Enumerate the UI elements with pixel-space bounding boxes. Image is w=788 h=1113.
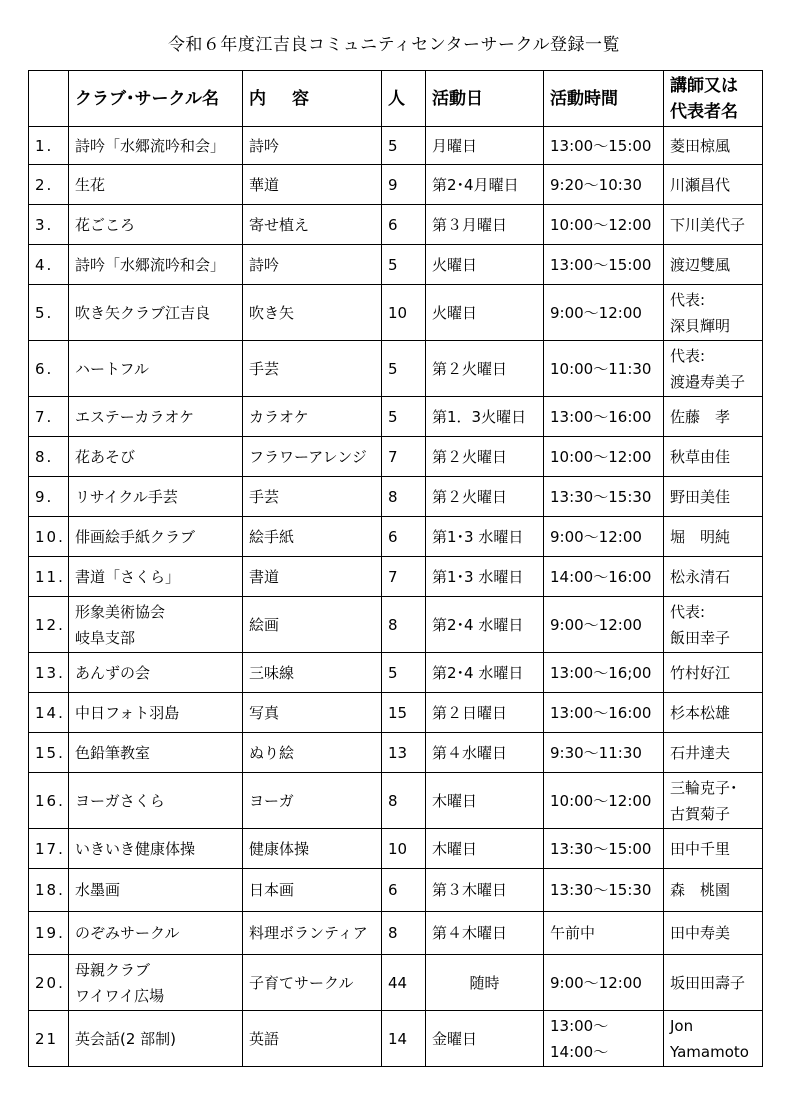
activity-day: 第1･3 水曜日 bbox=[426, 557, 544, 597]
member-count: 44 bbox=[382, 955, 426, 1011]
club-name-line: ワイワイ広場 bbox=[75, 986, 165, 1005]
activity-content: 手芸 bbox=[243, 477, 382, 517]
activity-time: 13:00～16:00 bbox=[544, 397, 664, 437]
table-row bbox=[29, 437, 763, 477]
activity-time: 10:00～12:00 bbox=[544, 437, 664, 477]
activity-day: 随時 bbox=[426, 955, 544, 1011]
activity-day: 金曜日 bbox=[426, 1011, 544, 1067]
activity-day: 火曜日 bbox=[426, 245, 544, 285]
member-count: 10 bbox=[382, 829, 426, 869]
activity-time: 9:00～12:00 bbox=[544, 597, 664, 653]
activity-day: 第４木曜日 bbox=[426, 912, 544, 955]
leader-name: 森 桃園 bbox=[664, 869, 763, 912]
activity-day: 第2･4 水曜日 bbox=[426, 653, 544, 693]
activity-content: 絵画 bbox=[243, 597, 382, 653]
activity-content: 写真 bbox=[243, 693, 382, 733]
member-count: 15 bbox=[382, 693, 426, 733]
activity-time-line: 13:00～ bbox=[550, 1016, 609, 1035]
club-name: 中日フォト羽島 bbox=[69, 693, 243, 733]
header-activity-day: 活動日 bbox=[426, 71, 544, 127]
member-count: 7 bbox=[382, 557, 426, 597]
header-content: 内容 bbox=[243, 71, 382, 127]
row-number: 19. bbox=[29, 912, 69, 955]
activity-time: 9:20～10:30 bbox=[544, 165, 664, 205]
row-number: 14. bbox=[29, 693, 69, 733]
club-name bbox=[69, 955, 243, 1011]
club-name: 詩吟「水郷流吟和会」 bbox=[69, 245, 243, 285]
leader-name-line: 古賀菊子 bbox=[670, 804, 731, 823]
activity-day: 第2･4月曜日 bbox=[426, 165, 544, 205]
leader-name: 松永清石 bbox=[664, 557, 763, 597]
activity-content: 子育てサークル bbox=[243, 955, 382, 1011]
member-count: 5 bbox=[382, 653, 426, 693]
activity-day: 木曜日 bbox=[426, 773, 544, 829]
leader-name-line: 飯田幸子 bbox=[670, 628, 731, 647]
row-number: 12. bbox=[29, 597, 69, 653]
club-name: 吹き矢クラブ江吉良 bbox=[69, 285, 243, 341]
leader-name: 菱田椋風 bbox=[664, 127, 763, 165]
club-name: 花ごころ bbox=[69, 205, 243, 245]
leader-name: 堀 明純 bbox=[664, 517, 763, 557]
activity-content: 絵手紙 bbox=[243, 517, 382, 557]
row-number: 11. bbox=[29, 557, 69, 597]
member-count: 6 bbox=[382, 517, 426, 557]
row-number: 6. bbox=[29, 341, 69, 397]
activity-content: ヨーガ bbox=[243, 773, 382, 829]
activity-time: 14:00～16:00 bbox=[544, 557, 664, 597]
leader-name: 渡辺雙風 bbox=[664, 245, 763, 285]
header-leader-line2: 代表者名 bbox=[670, 101, 738, 122]
leader-name bbox=[664, 597, 763, 653]
leader-name bbox=[664, 341, 763, 397]
member-count: 14 bbox=[382, 1011, 426, 1067]
club-name: 英会話(2 部制) bbox=[69, 1011, 243, 1067]
header-people: 人 bbox=[382, 71, 426, 127]
club-name: ヨーガさくら bbox=[69, 773, 243, 829]
member-count: 13 bbox=[382, 733, 426, 773]
row-number: 18. bbox=[29, 869, 69, 912]
row-number: 9. bbox=[29, 477, 69, 517]
activity-day: 第2･4 水曜日 bbox=[426, 597, 544, 653]
activity-content: 料理ボランティア bbox=[243, 912, 382, 955]
activity-content: 書道 bbox=[243, 557, 382, 597]
leader-name: 秋草由佳 bbox=[664, 437, 763, 477]
activity-time: 10:00～12:00 bbox=[544, 773, 664, 829]
table-row bbox=[29, 693, 763, 733]
member-count: 10 bbox=[382, 285, 426, 341]
club-name bbox=[69, 597, 243, 653]
activity-time: 9:30～11:30 bbox=[544, 733, 664, 773]
leader-name: 竹村好江 bbox=[664, 653, 763, 693]
leader-name: 石井達夫 bbox=[664, 733, 763, 773]
leader-name: 川瀬昌代 bbox=[664, 165, 763, 205]
activity-time-line: 14:00～ bbox=[550, 1042, 609, 1061]
header-no bbox=[29, 71, 69, 127]
club-name: 書道「さくら」 bbox=[69, 557, 243, 597]
row-number: 20. bbox=[29, 955, 69, 1011]
table-row bbox=[29, 1011, 763, 1067]
activity-time: 13:00～16:00 bbox=[544, 693, 664, 733]
activity-time: 10:00～12:00 bbox=[544, 205, 664, 245]
activity-time: 9:00～12:00 bbox=[544, 517, 664, 557]
table-row bbox=[29, 557, 763, 597]
row-number: 16. bbox=[29, 773, 69, 829]
activity-content: 詩吟 bbox=[243, 245, 382, 285]
activity-time: 13:30～15:30 bbox=[544, 477, 664, 517]
activity-time: 13:00～16;00 bbox=[544, 653, 664, 693]
member-count: 8 bbox=[382, 912, 426, 955]
member-count: 8 bbox=[382, 773, 426, 829]
header-leader bbox=[664, 71, 763, 127]
member-count: 6 bbox=[382, 205, 426, 245]
club-name: のぞみサークル bbox=[69, 912, 243, 955]
table-row bbox=[29, 397, 763, 437]
row-number: 15. bbox=[29, 733, 69, 773]
row-number: 7. bbox=[29, 397, 69, 437]
activity-time: 13:00～15:00 bbox=[544, 127, 664, 165]
circle-roster-table bbox=[28, 70, 763, 1067]
activity-day: 第３月曜日 bbox=[426, 205, 544, 245]
club-name: 花あそび bbox=[69, 437, 243, 477]
activity-content: 健康体操 bbox=[243, 829, 382, 869]
header-activity-time: 活動時間 bbox=[544, 71, 664, 127]
table-row bbox=[29, 653, 763, 693]
activity-day: 第２日曜日 bbox=[426, 693, 544, 733]
activity-day: 第３木曜日 bbox=[426, 869, 544, 912]
activity-time: 午前中 bbox=[544, 912, 664, 955]
row-number: 13. bbox=[29, 653, 69, 693]
table-row bbox=[29, 205, 763, 245]
table-row bbox=[29, 341, 763, 397]
activity-time: 9:00～12:00 bbox=[544, 955, 664, 1011]
activity-day: 第1･3 水曜日 bbox=[426, 517, 544, 557]
leader-name bbox=[664, 773, 763, 829]
row-number: 2. bbox=[29, 165, 69, 205]
leader-name-line: Yamamoto bbox=[670, 1042, 749, 1061]
activity-content: 三味線 bbox=[243, 653, 382, 693]
activity-content: 詩吟 bbox=[243, 127, 382, 165]
table-row bbox=[29, 165, 763, 205]
club-name: いきいき健康体操 bbox=[69, 829, 243, 869]
activity-day: 第1．3火曜日 bbox=[426, 397, 544, 437]
club-name-line: 形象美術協会 bbox=[75, 602, 166, 621]
activity-day: 第２火曜日 bbox=[426, 341, 544, 397]
leader-name: 田中寿美 bbox=[664, 912, 763, 955]
activity-day: 木曜日 bbox=[426, 829, 544, 869]
roster-body bbox=[29, 127, 763, 1067]
activity-content: フラワーアレンジ bbox=[243, 437, 382, 477]
activity-content: 日本画 bbox=[243, 869, 382, 912]
leader-name-line: Jon bbox=[670, 1016, 694, 1035]
activity-time: 10:00～11:30 bbox=[544, 341, 664, 397]
activity-content: 英語 bbox=[243, 1011, 382, 1067]
row-number: 3. bbox=[29, 205, 69, 245]
member-count: 9 bbox=[382, 165, 426, 205]
activity-day: 第４水曜日 bbox=[426, 733, 544, 773]
member-count: 7 bbox=[382, 437, 426, 477]
table-row bbox=[29, 597, 763, 653]
leader-name-line: 深貝輝明 bbox=[670, 316, 731, 335]
club-name: 色鉛筆教室 bbox=[69, 733, 243, 773]
activity-content: ぬり絵 bbox=[243, 733, 382, 773]
leader-name-line: 代表: bbox=[670, 290, 706, 309]
page-title: 令和６年度江吉良コミュニティセンターサークル登録一覧 bbox=[167, 35, 621, 55]
row-number: 17. bbox=[29, 829, 69, 869]
activity-day: 第２火曜日 bbox=[426, 437, 544, 477]
club-name-line: 岐阜支部 bbox=[75, 628, 136, 647]
leader-name bbox=[664, 1011, 763, 1067]
activity-day: 第２火曜日 bbox=[426, 477, 544, 517]
activity-time: 13:30～15:00 bbox=[544, 829, 664, 869]
header-club-name: クラブ･サークル名 bbox=[69, 71, 243, 127]
member-count: 5 bbox=[382, 397, 426, 437]
table-row bbox=[29, 517, 763, 557]
club-name-line: 母親クラブ bbox=[75, 960, 151, 979]
club-name: エステーカラオケ bbox=[69, 397, 243, 437]
leader-name-line: 渡邉寿美子 bbox=[670, 372, 746, 391]
leader-name-line: 代表: bbox=[670, 602, 706, 621]
leader-name: 野田美佳 bbox=[664, 477, 763, 517]
club-name: ハートフル bbox=[69, 341, 243, 397]
member-count: 5 bbox=[382, 245, 426, 285]
row-number: 5. bbox=[29, 285, 69, 341]
row-number: 10. bbox=[29, 517, 69, 557]
leader-name: 坂田田壽子 bbox=[664, 955, 763, 1011]
club-name: 生花 bbox=[69, 165, 243, 205]
club-name: あんずの会 bbox=[69, 653, 243, 693]
activity-content: カラオケ bbox=[243, 397, 382, 437]
club-name: リサイクル手芸 bbox=[69, 477, 243, 517]
table-row bbox=[29, 127, 763, 165]
leader-name: 杉本松雄 bbox=[664, 693, 763, 733]
activity-content: 吹き矢 bbox=[243, 285, 382, 341]
leader-name-line: 代表: bbox=[670, 346, 706, 365]
row-number: 8. bbox=[29, 437, 69, 477]
leader-name: 下川美代子 bbox=[664, 205, 763, 245]
club-name: 水墨画 bbox=[69, 869, 243, 912]
member-count: 5 bbox=[382, 341, 426, 397]
table-row bbox=[29, 245, 763, 285]
member-count: 6 bbox=[382, 869, 426, 912]
table-row bbox=[29, 869, 763, 912]
activity-content: 華道 bbox=[243, 165, 382, 205]
activity-time: 9:00～12:00 bbox=[544, 285, 664, 341]
activity-content: 寄せ植え bbox=[243, 205, 382, 245]
activity-time: 13:30～15:30 bbox=[544, 869, 664, 912]
header-leader-line1: 講師又は bbox=[670, 75, 738, 96]
activity-day: 火曜日 bbox=[426, 285, 544, 341]
activity-time bbox=[544, 1011, 664, 1067]
row-number: 4. bbox=[29, 245, 69, 285]
leader-name bbox=[664, 285, 763, 341]
table-row bbox=[29, 285, 763, 341]
activity-day: 月曜日 bbox=[426, 127, 544, 165]
header-row bbox=[29, 71, 763, 127]
club-name: 俳画絵手紙クラブ bbox=[69, 517, 243, 557]
leader-name: 佐藤 孝 bbox=[664, 397, 763, 437]
table-row bbox=[29, 477, 763, 517]
leader-name-line: 三輪克子･ bbox=[670, 778, 738, 797]
leader-name: 田中千里 bbox=[664, 829, 763, 869]
table-row bbox=[29, 955, 763, 1011]
activity-content: 手芸 bbox=[243, 341, 382, 397]
table-row bbox=[29, 912, 763, 955]
activity-time: 13:00～15:00 bbox=[544, 245, 664, 285]
member-count: 8 bbox=[382, 597, 426, 653]
row-number: 1. bbox=[29, 127, 69, 165]
member-count: 8 bbox=[382, 477, 426, 517]
club-name: 詩吟「水郷流吟和会」 bbox=[69, 127, 243, 165]
member-count: 5 bbox=[382, 127, 426, 165]
row-number: 21 bbox=[29, 1011, 69, 1067]
table-row bbox=[29, 773, 763, 829]
table-row bbox=[29, 733, 763, 773]
table-row bbox=[29, 829, 763, 869]
